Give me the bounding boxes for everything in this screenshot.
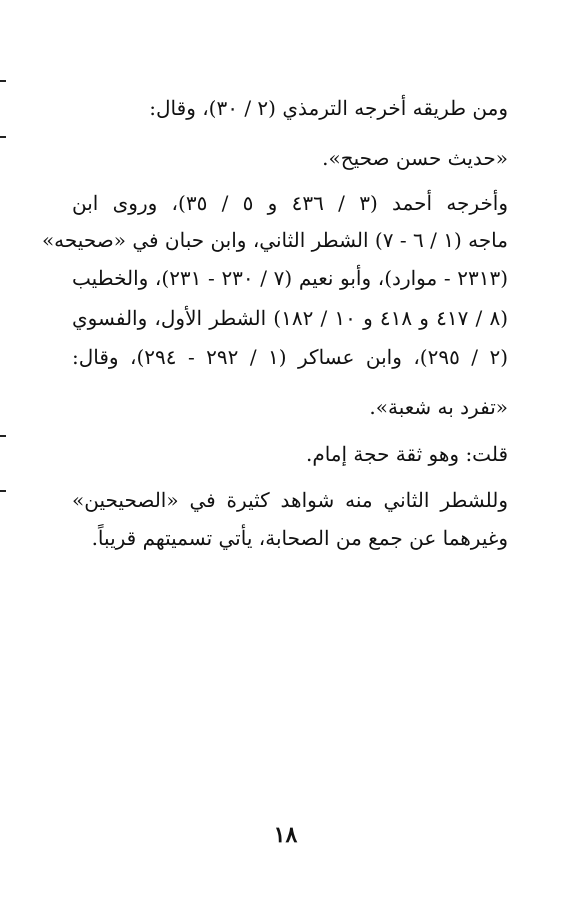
margin-tick-mark <box>0 435 6 437</box>
text-line: وللشطر الثاني منه شواهد كثيرة في «الصحيحين» <box>72 488 508 512</box>
quote-line: «تفرد به شعبة». <box>369 395 508 419</box>
page-number: ١٨ <box>273 822 298 848</box>
text-line: قلت: وهو ثقة حجة إمام. <box>305 442 508 466</box>
margin-tick-mark <box>0 490 6 492</box>
text-line: ماجه (١ / ٦ - ٧) الشطر الثاني، وابن حبان في «صحيحه» <box>41 228 508 252</box>
body-text <box>41 0 509 600</box>
margin-tick-mark <box>0 80 6 82</box>
text-line: (٢ / ٢٩٥)، وابن عساكر (١ / ٢٩٢ - ٢٩٤)، وقال: <box>72 345 508 369</box>
margin-tick-mark <box>0 136 6 138</box>
text-line: وغيرهما عن جمع من الصحابة، يأتي تسميتهم قريباً. <box>91 526 508 550</box>
text-line: (٢٣١٣ - موارد)، وأبو نعيم (٧ / ٢٣٠ - ٢٣١)، والخطيب <box>72 266 508 290</box>
text-line: ومن طريقه أخرجه الترمذي (٢ / ٣٠)، وقال: <box>149 96 508 120</box>
text-line: (٨ / ٤١٧ و ٤١٨ و ١٠ / ١٨٢) الشطر الأول، والفسوي <box>72 306 509 330</box>
text-line: وأخرجه أحمد (٣ / ٤٣٦ و ٥ / ٣٥)، وروى ابن <box>72 191 509 215</box>
quote-line: «حديث حسن صحيح». <box>322 146 508 170</box>
